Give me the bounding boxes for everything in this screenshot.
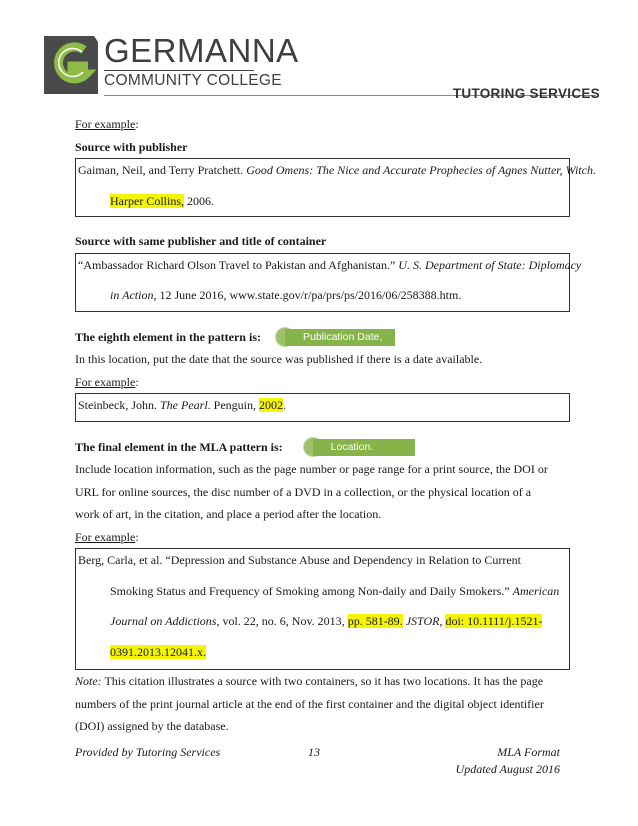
brand-name: GERMANNA: [104, 32, 299, 69]
heading-publisher: Source with publisher: [75, 139, 188, 154]
citation-line: “Ambassador Richard Olson Travel to Pakistan and Afghanistan.” U. S. Department of State: Diplomacy: [78, 257, 582, 272]
citation-box-location: [75, 548, 570, 670]
brand-divider: [104, 70, 254, 71]
citation-box-publisher: [75, 158, 596, 217]
final-element-heading: The final element in the MLA pattern is: Location.: [75, 436, 570, 459]
note-paragraph: numbers of the print journal article at the end of the first container and the digital object identifier: [75, 696, 544, 711]
citation-line: Berg, Carla, et al. “Depression and Substance Abuse and Dependency in Relation to Current: [78, 553, 521, 567]
citation-line: Smoking Status and Frequency of Smoking among Non-daily and Daily Smokers.” American: [110, 583, 560, 598]
example-label: For example:: [75, 117, 139, 131]
brand-subtitle: COMMUNITY COLLEGE: [104, 72, 282, 89]
highlighted-doi: 0391.2013.12041.x.: [110, 644, 206, 659]
highlighted-doi: doi: 10.1111/j.1521-: [445, 614, 543, 628]
citation-line: Steinbeck, John. The Pearl. Penguin, 2002.: [78, 398, 287, 412]
page-content: [75, 113, 596, 738]
germanna-logo: [38, 30, 100, 100]
final-element-description: work of art, in the citation, and place a period after the location.: [75, 507, 382, 521]
citation-line: Journal on Addictions, vol. 22, no. 6, Nov. 2013, pp. 581-89. JSTOR, doi: 10.1111/j.1521-: [110, 614, 543, 628]
citation-line: Harper Collins, 2006.: [110, 193, 214, 208]
publication-date-pill: Publication Date,: [275, 329, 395, 346]
footer-provider: Provided by Tutoring Services: [75, 745, 221, 759]
highlighted-publisher: Harper Collins,: [110, 193, 184, 208]
note-paragraph: (DOI) assigned by the database.: [75, 719, 229, 733]
citation-line: [78, 641, 565, 664]
example-label: For example:: [75, 374, 139, 389]
location-pill: Location.: [303, 439, 415, 456]
heading-same-publisher: Source with same publisher and title of container: [75, 234, 327, 248]
page-number: 13: [308, 745, 320, 759]
note-paragraph: Note: This citation illustrates a source with two containers, so it has two locations. It has the page: [75, 674, 544, 688]
eighth-element-description: In this location, put the date that the source was published if there is a date available.: [75, 352, 483, 366]
example-label: For example:: [75, 529, 139, 544]
section-title: TUTORING SERVICES: [452, 86, 600, 101]
eighth-element-heading: The eighth element in the pattern is: Publication Date,: [75, 326, 570, 349]
citation-box-date: [75, 393, 570, 422]
final-element-description: URL for online sources, the disc number of a DVD in a collection, or the physical location of a: [75, 484, 532, 499]
citation-line: Gaiman, Neil, and Terry Pratchett. Good Omens: The Nice and Accurate Prophecies of Agnes Nutter, Witch.: [78, 163, 596, 177]
citation-box-container: [75, 253, 582, 312]
highlighted-pages: pp. 581-89.: [347, 614, 403, 628]
citation-line: in Action, 12 June 2016, www.state.gov/r/pa/prs/ps/2016/06/258388.htm.: [110, 288, 462, 302]
final-element-description: Include location information, such as the page number or page range for a print source, the DOI or: [75, 462, 548, 476]
highlighted-year: 2002: [259, 398, 284, 412]
footer-doc-info: MLA Format Updated August 2016: [455, 745, 560, 776]
